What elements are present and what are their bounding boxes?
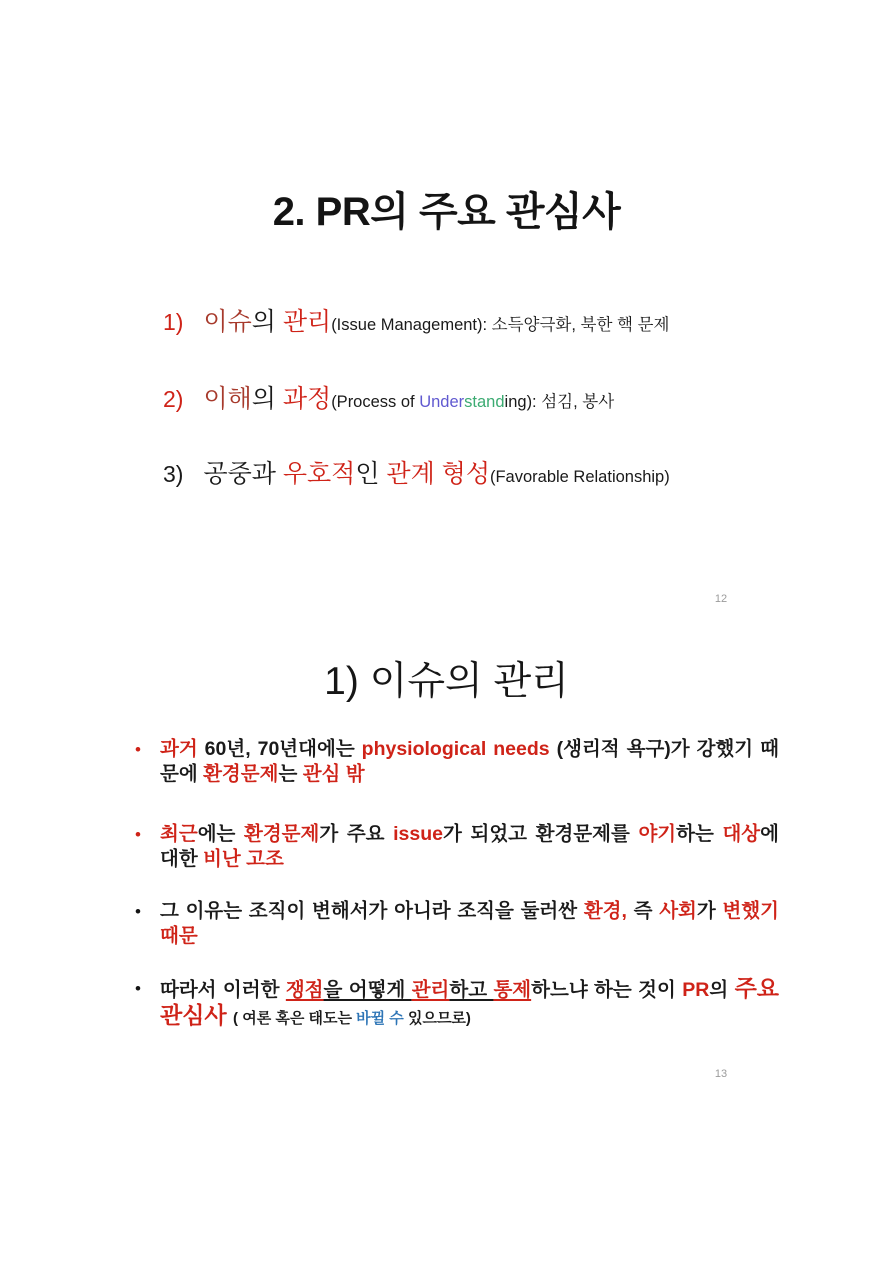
bullet-text <box>160 975 786 1031</box>
bullet-text <box>160 737 779 787</box>
text-segment: 관리 <box>275 308 332 336</box>
text-segment: 공중과 <box>203 460 283 488</box>
bullet-dot: • <box>135 740 141 759</box>
page-number: 13 <box>714 1068 728 1080</box>
text-segment: physiological needs <box>361 738 557 760</box>
text-segment: 환경, <box>583 900 627 922</box>
text-segment: 관계 형성 <box>386 460 490 488</box>
text-segment: 환경문제 <box>244 823 320 845</box>
bullet-text <box>160 899 790 949</box>
text-segment: 대상 <box>722 823 761 845</box>
text-segment: 에 대한 <box>160 823 785 870</box>
text-segment: 의 <box>709 979 735 1001</box>
text-segment: (Favorable Relationship) <box>489 468 670 486</box>
text-segment: Under <box>419 393 465 411</box>
slide1-title: 2. PR의 주요 관심사 <box>272 190 621 234</box>
text-segment: 3) <box>163 461 184 487</box>
text-segment: PR <box>682 979 710 1001</box>
text-segment: 주요 관심사 <box>160 975 786 1028</box>
bullet-item <box>131 899 790 949</box>
text-segment: 가 되었고 환경문제를 <box>443 823 639 845</box>
bullet-item <box>131 737 779 787</box>
text-segment: 환경문제 <box>203 763 279 785</box>
text-segment: 하느냐 하는 것이 <box>531 979 683 1001</box>
text-segment: 야기 <box>638 823 677 845</box>
text-segment: 비난 고조 <box>203 848 284 870</box>
text-segment: 가 <box>696 900 723 922</box>
text-segment: 하고 <box>449 979 494 1001</box>
text-segment: (생리적 욕구)가 강했기 때문에 <box>160 738 779 785</box>
text-segment: 바뀔 수 <box>356 1010 404 1027</box>
text-segment: 인 <box>355 460 387 488</box>
slide2-title: 1) 이슈의 관리 <box>324 660 569 703</box>
bullet-dot: • <box>135 979 141 998</box>
text-segment: 하는 <box>676 823 723 845</box>
text-segment: ing): 섬김, 봉사 <box>504 393 615 411</box>
list-item <box>163 302 783 338</box>
text-segment: 통제 <box>493 979 532 1001</box>
text-segment: ( 여론 혹은 태도는 <box>233 1010 357 1027</box>
text-segment: 과거 <box>160 738 205 760</box>
bullet-item <box>131 822 785 872</box>
text-segment: 이슈 <box>203 308 252 336</box>
text-segment: 에는 <box>197 823 244 845</box>
text-segment: 사회 <box>659 900 697 922</box>
text-segment: 관리 <box>411 979 450 1001</box>
text-segment: 쟁점 <box>285 979 324 1001</box>
text-segment: 최근 <box>160 823 198 845</box>
bullet-text <box>160 822 785 872</box>
text-segment: 의 <box>251 385 276 413</box>
list-item <box>163 379 783 415</box>
text-segment: 을 어떻게 <box>323 979 412 1001</box>
text-segment: 60년, 70년대에는 <box>204 738 362 760</box>
text-segment: 변했기 때문 <box>160 900 790 947</box>
bullet-dot: • <box>135 902 141 921</box>
text-segment: 그 이유는 조직이 변해서가 아니라 조직을 둘러싼 <box>160 900 584 922</box>
text-segment: 의 <box>251 308 276 336</box>
bullet-item <box>131 975 786 1031</box>
text-segment: 이해 <box>203 385 252 413</box>
text-segment: (Process of <box>331 393 420 411</box>
text-segment: 관심 밖 <box>302 763 365 785</box>
text-segment: stand <box>464 393 505 411</box>
text-segment: 있으므로) <box>403 1010 471 1027</box>
text-segment: 1) <box>163 309 184 335</box>
list-item <box>163 454 783 490</box>
text-segment: (Issue Management): 소득양극화, 북한 핵 문제 <box>331 316 670 334</box>
text-segment: 과정 <box>275 385 332 413</box>
text-segment: 우호적 <box>282 460 356 488</box>
page-number: 12 <box>714 593 728 605</box>
text-segment: issue <box>393 823 444 845</box>
text-segment: 따라서 이러한 <box>160 979 286 1001</box>
text-segment: 가 주요 <box>319 823 394 845</box>
bullet-dot: • <box>135 825 141 844</box>
text-segment: 는 <box>278 763 303 785</box>
text-segment: 2) <box>163 386 184 412</box>
text-segment: 즉 <box>626 900 660 922</box>
